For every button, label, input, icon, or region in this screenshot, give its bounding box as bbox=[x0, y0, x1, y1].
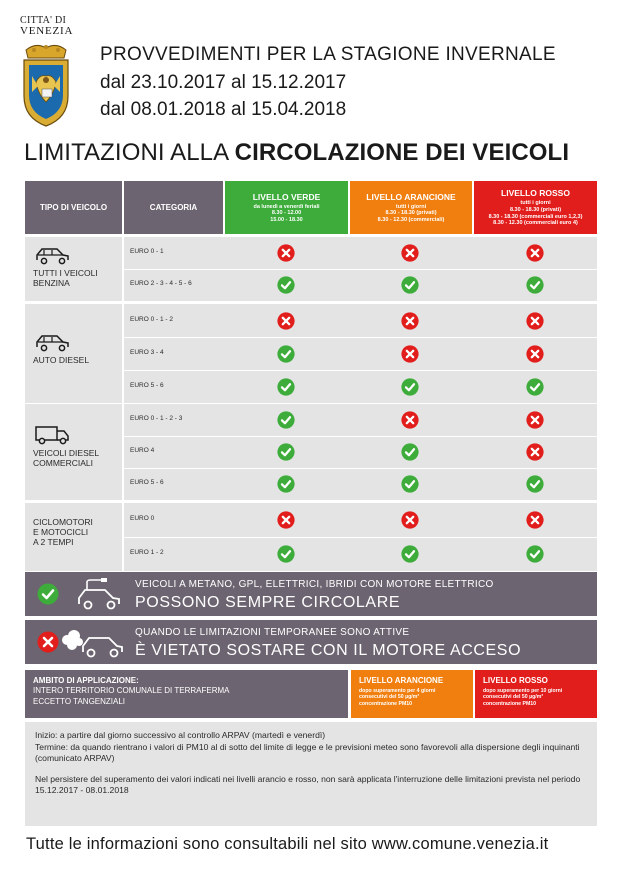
level-green-line: 8.30 - 12.00 bbox=[271, 210, 302, 217]
scope-box bbox=[25, 670, 348, 718]
date-range-2: dal 08.01.2018 al 15.04.2018 bbox=[100, 99, 347, 120]
car-icon bbox=[35, 331, 71, 358]
banner-always-allowed-title: POSSONO SEMPRE CIRCOLARE bbox=[135, 594, 401, 611]
forbidden-cross-icon bbox=[401, 312, 419, 330]
electric-car-icon bbox=[75, 578, 123, 612]
col-header-category: CATEGORIA bbox=[124, 181, 223, 234]
vehicle-type-label: E MOTOCICLI bbox=[33, 527, 89, 537]
allowed-check-icon bbox=[277, 443, 295, 461]
crest-line-1: CITTA' DI bbox=[20, 15, 67, 26]
banner-no-idling-subtitle: QUANDO LE LIMITAZIONI TEMPORANEE SONO ATTIVE bbox=[135, 627, 410, 638]
level-red-box-line: concentrazione PM10 bbox=[483, 700, 537, 707]
headline bbox=[24, 139, 569, 167]
vehicle-type-label: BENZINA bbox=[33, 278, 70, 288]
forbidden-cross-icon bbox=[526, 312, 544, 330]
allowed-check-icon bbox=[526, 545, 544, 563]
vehicle-type-label: VEICOLI DIESEL bbox=[33, 448, 100, 458]
allowed-check-icon bbox=[526, 475, 544, 493]
allowed-check-icon bbox=[277, 411, 295, 429]
date-range-1: dal 23.10.2017 al 15.12.2017 bbox=[100, 72, 347, 93]
spacer bbox=[35, 765, 587, 774]
city-crest bbox=[20, 16, 80, 36]
row-divider bbox=[124, 436, 597, 437]
forbidden-cross-icon bbox=[401, 411, 419, 429]
euro-category: EURO 5 - 6 bbox=[130, 479, 164, 486]
cross-icon bbox=[37, 631, 59, 653]
banner-always-allowed-subtitle: VEICOLI A METANO, GPL, ELETTRICI, IBRIDI CON MOTORE ELETTRICO bbox=[135, 579, 494, 590]
euro-category: EURO 4 bbox=[130, 447, 155, 454]
column-divider bbox=[122, 304, 124, 403]
level-orange-box-line: consecutivi del 50 µg/m³ bbox=[359, 694, 420, 701]
allowed-check-icon bbox=[526, 276, 544, 294]
level-orange-line: 8.30 - 18.30 (privati) bbox=[385, 210, 437, 217]
check-icon bbox=[37, 583, 59, 605]
allowed-check-icon bbox=[277, 345, 295, 363]
level-red-box bbox=[475, 670, 597, 718]
banner-no-idling-title: È VIETATO SOSTARE CON IL MOTORE ACCESO bbox=[135, 642, 522, 659]
headline-normal: LIMITAZIONI ALLA bbox=[24, 139, 235, 166]
euro-category: EURO 0 - 1 - 2 - 3 bbox=[130, 415, 183, 422]
allowed-check-icon bbox=[401, 443, 419, 461]
euro-category: EURO 5 - 6 bbox=[130, 381, 164, 389]
euro-category: EURO 3 - 4 bbox=[130, 348, 164, 356]
allowed-check-icon bbox=[277, 276, 295, 294]
vehicle-group bbox=[25, 304, 597, 403]
level-orange-title: LIVELLO ARANCIONE bbox=[366, 191, 456, 202]
vehicle-type-label: TUTTI I VEICOLI bbox=[33, 268, 98, 278]
car-exhaust-icon bbox=[61, 626, 125, 660]
vehicle-type-label: AUTO DIESEL bbox=[33, 355, 90, 365]
forbidden-cross-icon bbox=[277, 511, 295, 529]
vehicle-type-label: CICLOMOTORI bbox=[33, 517, 93, 527]
level-orange-box-line: concentrazione PM10 bbox=[359, 700, 413, 707]
level-red-line: tutti i giorni bbox=[520, 200, 551, 207]
level-red-line: 8.30 - 18.30 (privati) bbox=[509, 206, 562, 213]
headline-bold: CIRCOLAZIONE DEI VEICOLI bbox=[234, 139, 570, 166]
info-box bbox=[25, 722, 597, 826]
vehicle-group bbox=[25, 404, 597, 500]
euro-category: EURO 0 bbox=[130, 515, 155, 522]
col-header-level-green bbox=[225, 181, 348, 234]
level-orange-box-line: dopo superamento per 4 giorni bbox=[359, 688, 436, 694]
venezia-crest-icon bbox=[20, 42, 72, 128]
banner-no-idling bbox=[25, 620, 597, 664]
level-red-title: LIVELLO ROSSO bbox=[501, 188, 570, 199]
vehicle-type-label: COMMERCIALI bbox=[33, 458, 93, 468]
allowed-check-icon bbox=[401, 378, 419, 396]
forbidden-cross-icon bbox=[526, 411, 544, 429]
level-red-box-line: dopo superamento per 10 giorni bbox=[483, 688, 563, 694]
header bbox=[0, 0, 620, 130]
level-red-box-title: LIVELLO ROSSO bbox=[483, 676, 548, 685]
car-icon bbox=[35, 244, 71, 271]
euro-category: EURO 0 - 1 - 2 bbox=[130, 315, 173, 323]
level-column-gap bbox=[348, 237, 350, 572]
row-divider bbox=[124, 370, 597, 371]
scope-line: INTERO TERRITORIO COMUNALE DI TERRAFERMA bbox=[33, 686, 230, 695]
forbidden-cross-icon bbox=[526, 345, 544, 363]
truck-icon bbox=[35, 424, 71, 451]
level-orange-box-title: LIVELLO ARANCIONE bbox=[359, 676, 444, 685]
col-header-vehicle: TIPO DI VEICOLO bbox=[25, 181, 122, 234]
level-green-line: da lunedì a venerdì feriali bbox=[253, 203, 320, 210]
allowed-check-icon bbox=[401, 276, 419, 294]
allowed-check-icon bbox=[277, 475, 295, 493]
allowed-check-icon bbox=[277, 545, 295, 563]
level-red-line: 8.30 - 18.30 (commerciali euro 1,2,3) bbox=[488, 213, 583, 220]
level-orange-box bbox=[351, 670, 473, 718]
forbidden-cross-icon bbox=[401, 244, 419, 262]
forbidden-cross-icon bbox=[277, 244, 295, 262]
level-green-title: LIVELLO VERDE bbox=[252, 191, 321, 202]
euro-category: EURO 0 - 1 bbox=[130, 248, 164, 255]
forbidden-cross-icon bbox=[401, 345, 419, 363]
footer-website: Tutte le informazioni sono consultabili nel sito www.comune.venezia.it bbox=[26, 835, 549, 853]
row-divider bbox=[124, 537, 597, 538]
scope-title: AMBITO DI APPLICAZIONE: bbox=[33, 676, 139, 685]
info-end: Termine: da quando rientrano i valori di PM10 al di sotto del limite di legge e le previsioni meteo sono favorevoli alla dispersione degli inquinanti (comunicato ARPAV) bbox=[35, 741, 580, 764]
level-red-line: 8.30 - 12.30 (commerciali euro 4) bbox=[493, 220, 578, 227]
level-column-gap bbox=[223, 237, 225, 572]
allowed-check-icon bbox=[526, 378, 544, 396]
banner-always-allowed bbox=[25, 572, 597, 616]
forbidden-cross-icon bbox=[526, 511, 544, 529]
vehicle-type-label: A 2 TEMPI bbox=[33, 537, 74, 547]
level-red-box-line: consecutivi del 50 µg/m³ bbox=[483, 694, 544, 701]
allowed-check-icon bbox=[277, 378, 295, 396]
allowed-check-icon bbox=[401, 475, 419, 493]
level-green-line: 15.00 - 18.30 bbox=[270, 216, 303, 223]
euro-category: EURO 2 - 3 - 4 - 5 - 6 bbox=[130, 280, 192, 287]
forbidden-cross-icon bbox=[526, 244, 544, 262]
row-divider bbox=[124, 269, 597, 270]
level-orange-line: 8.30 - 12.30 (commerciali) bbox=[377, 216, 445, 223]
scope-line: ECCETTO TANGENZIALI bbox=[33, 697, 126, 706]
col-header-level-orange bbox=[350, 181, 472, 234]
info-note: Nel persistere del superamento dei valori indicati nei livelli arancio e rosso, non sarà applicata l'interruzione delle limitazioni prevista nel periodo 15.12.2017 - 08.01.2018 bbox=[35, 773, 581, 796]
level-column-gap bbox=[472, 237, 474, 572]
level-orange-line: tutti i giorni bbox=[395, 203, 427, 210]
row-divider bbox=[124, 337, 597, 338]
column-divider bbox=[122, 404, 124, 500]
row-divider bbox=[124, 468, 597, 469]
info-start: Inizio: a partire dal giorno successivo al controllo ARPAV (martedì e venerdì) bbox=[35, 730, 326, 740]
forbidden-cross-icon bbox=[401, 511, 419, 529]
col-header-level-red bbox=[474, 181, 597, 234]
forbidden-cross-icon bbox=[277, 312, 295, 330]
allowed-check-icon bbox=[401, 545, 419, 563]
euro-category: EURO 1 - 2 bbox=[130, 549, 164, 556]
forbidden-cross-icon bbox=[526, 443, 544, 461]
page-title: PROVVEDIMENTI PER LA STAGIONE INVERNALE bbox=[100, 44, 556, 65]
crest-line-2: VENEZIA bbox=[20, 25, 74, 37]
